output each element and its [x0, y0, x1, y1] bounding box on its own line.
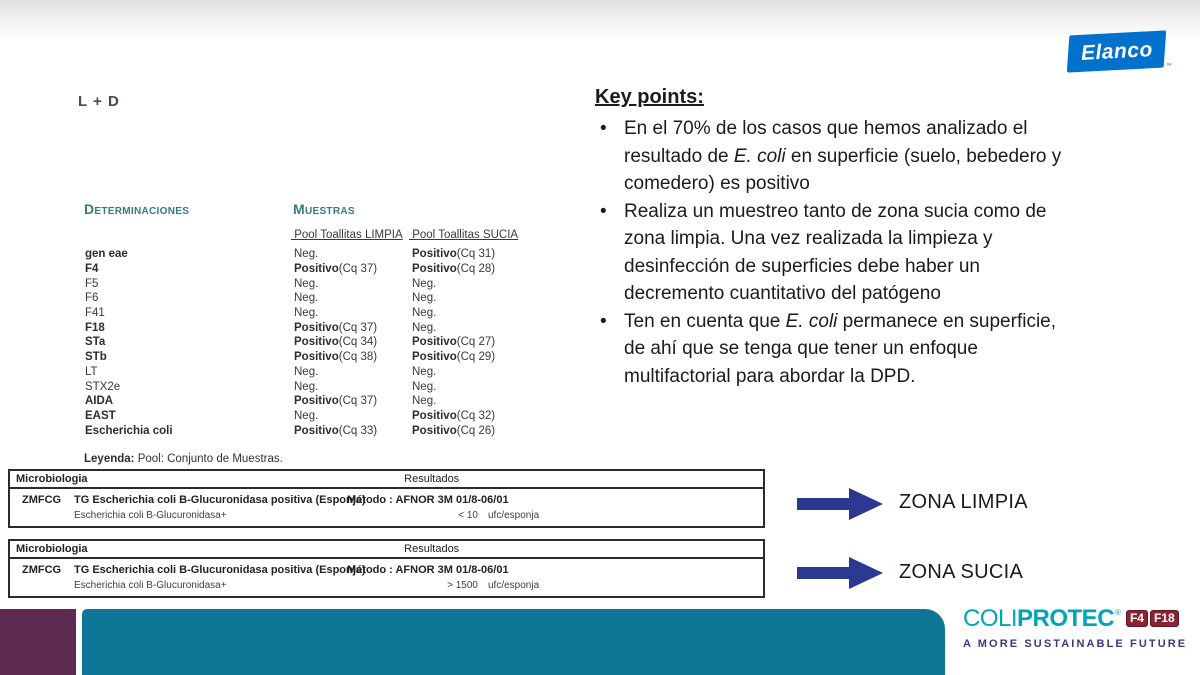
pcr-row-name: EAST — [85, 409, 116, 422]
micro-code: ZMFCG — [22, 564, 62, 576]
pcr-row-sucia-value: Neg. — [412, 292, 437, 305]
micro-code: ZMFCG — [22, 494, 62, 506]
pcr-row-sucia-value: Neg. — [412, 365, 437, 378]
pcr-rows — [84, 247, 554, 438]
pcr-row-name: STb — [85, 351, 107, 364]
pcr-column-headers — [84, 229, 554, 247]
pcr-row-limpia-value: Neg. — [294, 307, 319, 320]
pcr-row-limpia-value: Neg. — [294, 292, 319, 305]
pcr-row-sucia-value: Positivo(Cq 32) — [412, 409, 496, 422]
pcr-group-headers — [84, 196, 554, 229]
key-point-text: En el 70% de los casos que hemos analizado el resultado de E. coli en superficie (suelo, bebedero y comedero) es positivo — [624, 118, 1062, 194]
pcr-row-name: STa — [85, 336, 106, 349]
micro-section-label: Microbiologia — [16, 473, 88, 485]
right-arrow-icon — [797, 485, 885, 523]
pcr-row-sucia-value: Positivo(Cq 26) — [412, 424, 496, 437]
micro-results-label: Resultados — [404, 473, 460, 485]
col-header-pool-limpia: Pool Toallitas LIMPIA — [291, 229, 403, 241]
pcr-row-name: F5 — [85, 277, 99, 290]
pcr-row-limpia-value: Neg. — [294, 409, 319, 422]
pcr-row-sucia-value: Neg. — [412, 380, 437, 393]
elanco-logo-text: Elanco — [1079, 37, 1153, 65]
micro-test-name: TG Escherichia coli B-Glucuronidasa positiva (Esponja) — [74, 494, 366, 506]
key-point-text: Realiza un muestreo tanto de zona sucia como de zona limpia. Una vez realizada la limpieza y desinfección de superficies debe haber un decremento cuantitativo del patógeno — [624, 200, 1047, 304]
pcr-row-name: AIDA — [85, 395, 114, 408]
key-points-title: Key points: — [595, 86, 704, 108]
footer-teal-bar — [82, 609, 945, 675]
pcr-row-sucia-value: Positivo(Cq 28) — [412, 263, 496, 276]
micro-test-name: TG Escherichia coli B-Glucuronidasa positiva (Esponja) — [74, 564, 366, 576]
pcr-row-sucia-value: Positivo(Cq 29) — [412, 351, 496, 364]
key-point-text: Ten en cuenta que E. coli permanece en superficie, de ahí que se tenga que tener un enfoque multifactorial para abordar la DPD. — [624, 310, 1057, 387]
legend-text: Pool: Conjunto de Muestras. — [134, 452, 283, 465]
micro-table-body — [10, 489, 763, 526]
pcr-table-row — [84, 350, 554, 365]
pcr-table-row — [84, 276, 554, 291]
pcr-row-name: F6 — [85, 292, 99, 305]
pcr-row-name: F18 — [85, 321, 105, 334]
micro-section-label: Microbiologia — [16, 543, 88, 555]
pcr-row-sucia-value: Positivo(Cq 31) — [412, 248, 496, 261]
pcr-row-sucia-value: Neg. — [412, 307, 437, 320]
pcr-table-row — [84, 306, 554, 321]
coliprotec-branding — [963, 606, 1195, 650]
pcr-row-name: F41 — [85, 307, 105, 320]
pcr-table-row — [84, 365, 554, 380]
pcr-row-name: LT — [85, 365, 98, 378]
pcr-row-limpia-value: Positivo(Cq 38) — [294, 351, 378, 364]
pcr-row-name: F4 — [85, 263, 99, 276]
pcr-table-row — [84, 409, 554, 424]
key-points-list — [595, 115, 1070, 390]
micro-result-unit: ufc/esponja — [488, 580, 540, 591]
micro-method: Método : AFNOR 3M 01/8-06/01 — [347, 494, 509, 506]
pcr-row-limpia-value: Positivo(Cq 37) — [294, 395, 378, 408]
col-header-pool-sucia: Pool Toallitas SUCIA — [409, 229, 519, 241]
pcr-row-limpia-value: Neg. — [294, 380, 319, 393]
top-gradient — [0, 0, 1200, 42]
key-point-bullet — [595, 115, 1070, 198]
bullet-marker: • — [600, 310, 607, 332]
micro-result-value: < 10 — [458, 510, 478, 521]
pcr-legend — [84, 453, 554, 465]
bullet-marker: • — [600, 118, 607, 139]
key-points-panel — [595, 86, 1070, 390]
pcr-row-name: gen eae — [85, 248, 128, 261]
micro-analyte: Escherichia coli B-Glucuronidasa+ — [74, 510, 227, 521]
pcr-table-row — [84, 291, 554, 306]
right-arrow-icon — [797, 554, 885, 592]
pcr-row-limpia-value: Positivo(Cq 37) — [294, 321, 378, 334]
micro-method: Método : AFNOR 3M 01/8-06/01 — [347, 564, 509, 576]
zona-sucia-label: ZONA SUCIA — [899, 561, 1024, 583]
pcr-row-limpia-value: Neg. — [294, 248, 319, 261]
pcr-row-sucia-value: Neg. — [412, 277, 437, 290]
pcr-row-limpia-value: Positivo(Cq 33) — [294, 424, 378, 437]
pcr-row-sucia-value: Neg. — [412, 321, 437, 334]
muestras-header: Muestras — [293, 201, 355, 217]
pcr-row-name: STX2e — [85, 380, 121, 393]
micro-result-value: > 1500 — [447, 580, 478, 591]
registered-symbol: ® — [1115, 608, 1121, 617]
pcr-report — [84, 196, 554, 465]
pcr-row-limpia-value: Positivo(Cq 37) — [294, 263, 378, 276]
slide-code-label: L + D — [78, 93, 120, 110]
pcr-table-row — [84, 379, 554, 394]
coliprotec-wordmark: COLIPROTEC — [963, 605, 1115, 632]
pcr-table-row — [84, 247, 554, 262]
key-point-bullet — [595, 308, 1070, 391]
bullet-marker: • — [600, 200, 607, 222]
pcr-row-limpia-value: Neg. — [294, 277, 319, 290]
footer-purple-block — [0, 609, 76, 675]
micro-table-header — [10, 541, 763, 559]
badge-f4: F4 — [1126, 610, 1148, 627]
pcr-table-row — [84, 320, 554, 335]
pcr-table-row — [84, 335, 554, 350]
trademark-symbol: ™ — [1165, 63, 1172, 70]
pcr-row-name: Escherichia coli — [85, 424, 173, 437]
pcr-table-row — [84, 262, 554, 277]
micro-results-label: Resultados — [404, 543, 460, 555]
micro-table-limpia — [8, 469, 765, 528]
zona-limpia-label: ZONA LIMPIA — [899, 491, 1028, 513]
pcr-row-limpia-value: Positivo(Cq 34) — [294, 336, 378, 349]
micro-result-unit: ufc/esponja — [488, 510, 540, 521]
micro-table-body — [10, 559, 763, 596]
coliprotec-badges — [1126, 610, 1179, 627]
coliprotec-logo — [963, 606, 1195, 632]
legend-label: Leyenda: — [84, 452, 135, 465]
tagline: A MORE SUSTAINABLE FUTURE — [963, 638, 1188, 650]
pcr-table-row — [84, 423, 554, 438]
micro-analyte: Escherichia coli B-Glucuronidasa+ — [74, 580, 227, 591]
pcr-table-row — [84, 394, 554, 409]
badge-f18: F18 — [1150, 610, 1179, 627]
elanco-logo — [1067, 30, 1172, 72]
determinaciones-header: Determinaciones — [84, 201, 190, 217]
micro-table-sucia — [8, 539, 765, 598]
pcr-row-sucia-value: Positivo(Cq 27) — [412, 336, 496, 349]
micro-table-header — [10, 471, 763, 489]
pcr-row-sucia-value: Neg. — [412, 395, 437, 408]
key-point-bullet — [595, 198, 1070, 308]
pcr-row-limpia-value: Neg. — [294, 365, 319, 378]
